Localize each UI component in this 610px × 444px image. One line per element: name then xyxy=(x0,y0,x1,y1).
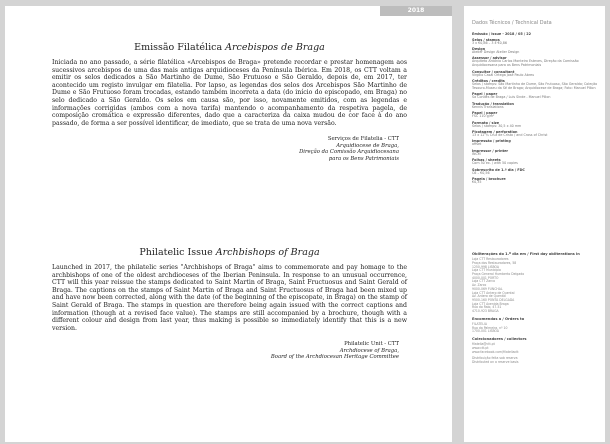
technical-data-row xyxy=(472,38,600,46)
post-office-line: Loja CTT Avenida Braga xyxy=(472,301,509,306)
post-office-line: Praça dos Restauradores, 58 xyxy=(472,260,517,265)
technical-data-value: Selos / stamps: São Martinho de Dume, São Frutuoso, São Geraldo; Coleção Tesouro-Museu da Sé de Braga; Arquidiocese de Braga; Foto: Manuel Pillon xyxy=(472,82,598,90)
technical-data-label: Sobrescrito de 1.º dia / FDC xyxy=(472,167,525,172)
technical-data-row xyxy=(472,168,600,176)
technical-data-row xyxy=(472,79,600,91)
technical-data-label: Picotagem / perforation xyxy=(472,129,518,134)
technical-data-label: Formato / size xyxy=(472,120,500,125)
post-office-entry xyxy=(472,303,600,314)
technical-data-value: 3 x €0,86 – 3 x €0,86 xyxy=(472,40,507,45)
portuguese-paragraph: Iniciada no ano passado, a série filatélica «Arcebispos de Braga» pretende recordar e prestar homenagem aos sucessivos arcebispos de uma das mais antigas arquidioceses da Península Ibérica. Em 2018, os CTT voltam a emitir os selos dedicados a São Martinho de Dume, São Frutuoso e São Geraldo, depois de, em 2017, ter acontecido um registo invulgar em filatelia. Por lapso, as legendas dos selos dos Arcebispos São Martinho de Dume e São Frutuoso foram trocadas, estando também incorreta a data (do início do episcopado, em Braga) no selo dedicado a São Geraldo. Os selos em causa são, por isso, novamente emitidos, com as legendas e informações corrigidas (ambos com a nova tarifa) mantendo o acompanhamento da respetiva pagela, de composição cromática e expressão diferentes, dado que a caracteriza da caixa mudou de cor face à do ano passado, de forma a ser possível identificar, de imediato, que se trata de uma nova versão. xyxy=(52,59,407,127)
technical-data-value: Com 50 ex. / with 50 copies xyxy=(472,161,518,166)
notes-list xyxy=(472,357,600,364)
portuguese-sig-line4: para os Bens Patrimoniais xyxy=(328,155,399,162)
technical-data-label: Pagela / brochure xyxy=(472,177,506,181)
technical-data-value: Arquiteto António Carlos Monteiro Esteves, Direção da Comissão Arquidiocesana para os Bens Patrimoniais xyxy=(472,59,579,68)
english-sig-line3: Board of the Archdiocesan Heritage Committee xyxy=(270,354,399,361)
technical-data-label: Papel / paper xyxy=(472,111,498,116)
technical-data-value: €0,35 xyxy=(472,180,482,184)
year-tab: 2018 xyxy=(380,6,452,16)
post-offices xyxy=(472,252,600,365)
portuguese-title-italic: Arcebispos de Braga xyxy=(225,42,325,53)
post-office-line: Loja CTT Zarco xyxy=(472,279,495,284)
post-office-line: 1250-998 LISBOA xyxy=(472,264,500,269)
technical-data-label: Papel / paper xyxy=(472,92,498,97)
technical-data-value: Virgílio Casal Ortega José Paulo Abreu xyxy=(472,72,535,77)
technical-data-row xyxy=(472,102,600,110)
technical-data-label: Emissão / issue - 2018 / 05 / 22 xyxy=(472,32,532,36)
orders-list xyxy=(472,323,600,334)
orders-line: 1700-001 LISBOA xyxy=(472,329,500,334)
technical-data-label: Folhas / sheets xyxy=(472,158,501,163)
orders-title: Encomendas a / Orders to xyxy=(472,316,525,321)
portuguese-title xyxy=(52,42,407,53)
technical-data-row xyxy=(472,47,600,55)
portuguese-sig-line1: Serviços de Filatelia - CTT xyxy=(327,136,399,143)
collectors-title: Colecionadores / collectors xyxy=(472,337,527,342)
technical-data-label: Créditos / credits xyxy=(472,79,505,84)
technical-data-value: FSC 110 g/m² xyxy=(472,114,495,119)
technical-data-row xyxy=(472,149,600,157)
technical-data-label: Selos / stamps xyxy=(472,37,500,42)
english-section xyxy=(52,247,407,361)
collectors-line: www.facebook.com/filateliactt xyxy=(472,349,519,354)
technical-data xyxy=(472,12,600,186)
post-office-line: Loja CTT Município xyxy=(472,268,501,273)
post-office-line: 9000-069 FUNCHAL xyxy=(472,286,503,291)
technical-data-label: Design xyxy=(472,46,486,51)
post-office-line: Rua do Raio, 47-51 xyxy=(472,305,502,310)
technical-data-label: Impressão / printing xyxy=(472,139,511,144)
post-office-entry xyxy=(472,280,600,291)
technical-data-label: Consultor / consultant xyxy=(472,69,515,74)
technical-data-row xyxy=(472,32,600,36)
english-signature xyxy=(52,341,399,360)
technical-data-label: Impressor / printer xyxy=(472,148,509,153)
technical-data-value: INCM xyxy=(472,151,481,156)
portuguese-sig-line3: Direção da Comissão Arquidiocesana xyxy=(299,149,399,156)
post-office-line: Praça General Humberto Delgado xyxy=(472,272,525,277)
technical-data-value: Atelier Design Atelier Design xyxy=(472,49,520,54)
technical-data-value: 13 x 12 ¾ Cruz de Cristo / and Cross of Christ xyxy=(472,132,548,137)
post-office-entry xyxy=(472,292,600,303)
technical-data-value: Sa Condes de Braga / Luis Sinde - Manuel Pillon xyxy=(472,95,551,100)
post-office-line: Av. Zarco xyxy=(472,283,487,288)
technical-data-row xyxy=(472,177,600,185)
collectors-line: filatelia@ctt.pt xyxy=(472,342,495,347)
first-day-list xyxy=(472,258,600,314)
english-sig-line2: Archdiocese of Braga, xyxy=(339,347,399,354)
technical-data-value: Selos / stamps: 30,5 x 40 mm xyxy=(472,123,522,128)
post-office-line: 9500-160 PONTA DELGADA xyxy=(472,297,515,302)
english-title-italic: Archbishops of Braga xyxy=(215,247,320,258)
technical-data-row xyxy=(472,139,600,147)
technical-data-value: offset xyxy=(472,142,482,147)
english-title xyxy=(52,247,407,258)
technical-data-title: Dados Técnicos / Technical Data xyxy=(472,20,552,26)
first-day-title: Obliterações do 1.º dia em / First day obliterations in xyxy=(472,252,580,256)
technical-data-row xyxy=(472,130,600,138)
english-title-main: Philatelic Issue xyxy=(139,247,213,258)
post-office-line: Av. Antero de Quental xyxy=(472,294,506,299)
technical-data-row xyxy=(472,158,600,166)
post-office-line: 4710-923 BRAGA xyxy=(472,309,499,314)
technical-data-row xyxy=(472,121,600,129)
technical-data-row xyxy=(472,56,600,68)
post-office-line: Loja CTT Restauradores xyxy=(472,257,509,262)
orders-line: FILATELIA xyxy=(472,321,487,326)
technical-data-value: Kennis Translations xyxy=(472,104,504,109)
collectors-line: www.ctt.pt xyxy=(472,345,489,350)
portuguese-signature xyxy=(52,136,399,162)
english-sig-line1: Philatelic Unit - CTT xyxy=(344,341,399,348)
technical-data-row xyxy=(472,70,600,78)
portuguese-title-main: Emissão Filatélica xyxy=(134,42,223,53)
post-office-line: 4000-001 PORTO xyxy=(472,275,499,280)
note-line: Distributed on a reserve basis xyxy=(472,360,519,365)
technical-data-row xyxy=(472,111,600,119)
post-office-line: Loja CTT Antero de Quental xyxy=(472,290,515,295)
note-line: Distribuição feita sob reserva xyxy=(472,356,518,361)
collectors-list xyxy=(472,343,600,354)
technical-data-list xyxy=(472,32,600,185)
portuguese-body xyxy=(52,59,407,127)
technical-data-label: Assessor / advisor xyxy=(472,56,507,61)
orders-line: Rua da Palmeira, nº 10 xyxy=(472,325,508,330)
technical-data-value: C6 – €0,56 xyxy=(472,170,490,175)
english-body xyxy=(52,264,407,332)
english-paragraph: Launched in 2017, the philatelic series "Archbishops of Braga" aims to commemorate and pay homage to the archbishops of one of the oldest archdioceses of the Iberian Peninsula. In response to an unusual occurrence, CTT will this year reissue the stamps dedicated to Saint Martin of Braga, Saint Fructuosus and Saint Gerald of Braga. The captions on the stamps of Saint Martin of Braga and Saint Fructuosus of Braga had been mixed up and have now been corrected, along with the date (of the beginning of the episcopate, in Braga) on the stamp of Saint Gerald of Braga. The stamps in question are therefore being again issued with the correct captions and information (though at a revised face value). The stamps are still accompanied by a brochure, though with a different colour and design from last year, thus making is possible so immediately identify that this is a new version. xyxy=(52,264,407,332)
technical-data-label: Tradução / translation xyxy=(472,101,514,106)
portuguese-sig-line2: Arquidiocese de Braga, xyxy=(336,142,399,149)
technical-data-row xyxy=(472,92,600,100)
portuguese-section xyxy=(52,42,407,162)
